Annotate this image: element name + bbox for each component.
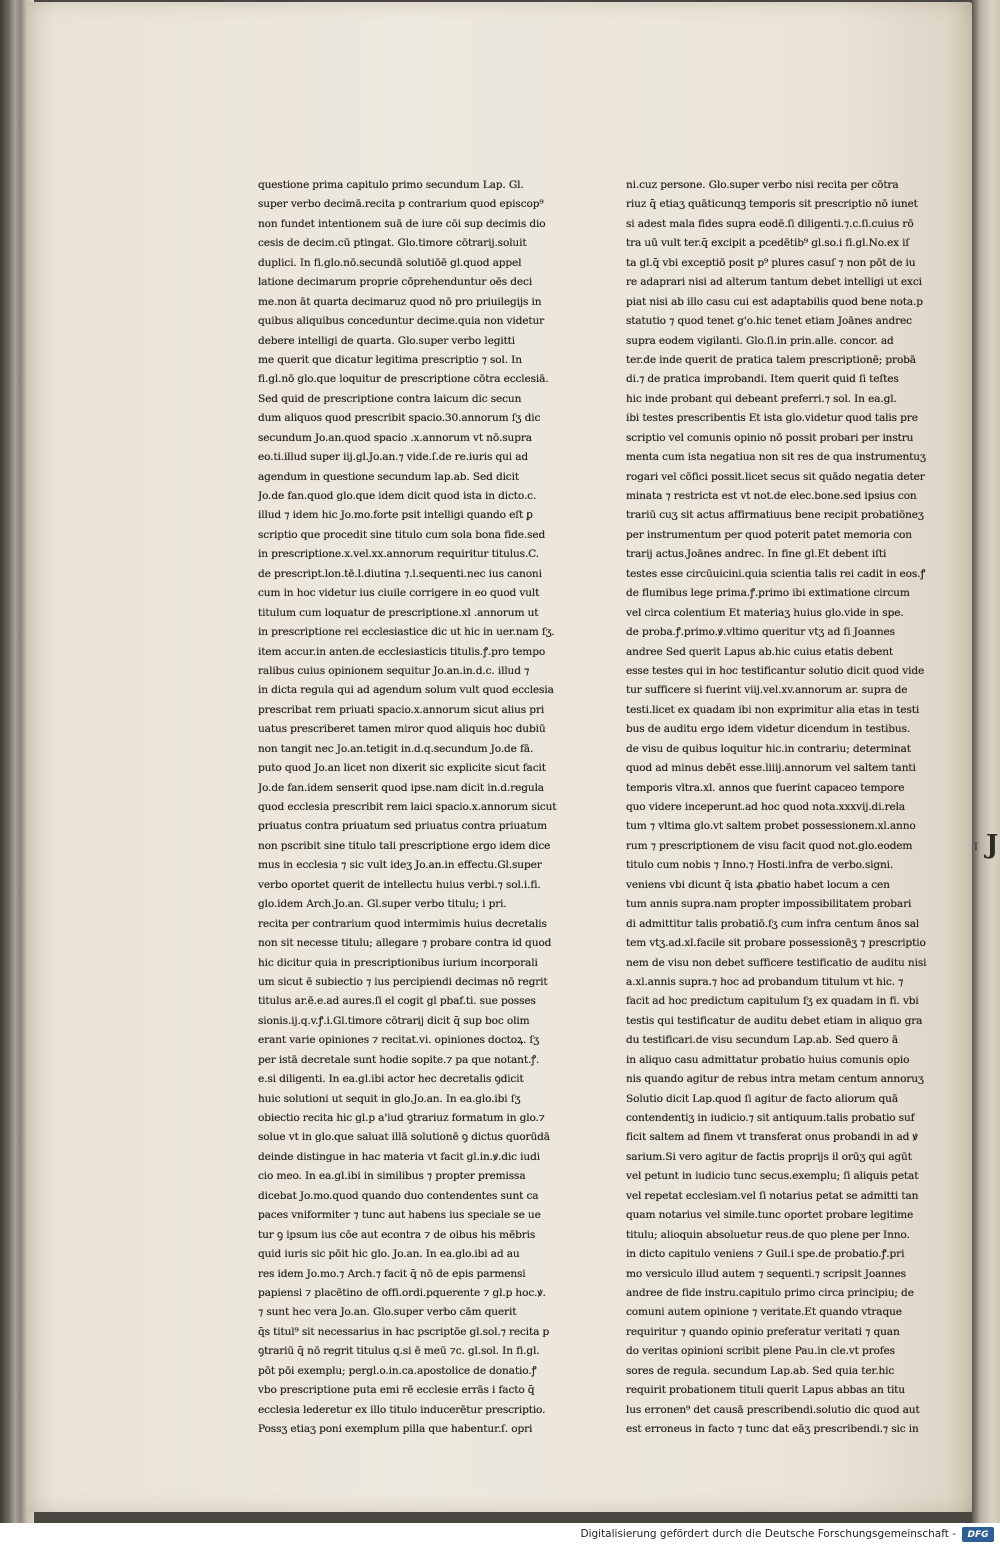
text-line: rum ⁊ prescriptionem de visu facit quod not.glo.eodem [626, 839, 913, 852]
text-line: erant varie opiniones ⁊ recitat.vi. opiniones doctoꝝ. ſʒ [258, 1034, 540, 1047]
text-line: e.si diligenti. In ea.gl.ibi actor hec decretalis ꝯdicit [258, 1073, 524, 1086]
text-line: contendentiʒ in iudicio.⁊ sit antiquum.talis probatio suf [626, 1112, 915, 1124]
text-line: vel petunt in iudicio tunc secus.exemplu; ſi aliquis petat [626, 1170, 919, 1183]
text-line: vel circa colentium Et materiaʒ huius glo.vide in spe. [626, 606, 904, 619]
text-line: ibi testes prescribentis Et ista glo.videtur quod talis pre [626, 412, 918, 425]
text-line: sionis.ij.q.v.ꝭ.i.Gl.timore cōtrarij dicit q̄ sup boc olim [258, 1014, 530, 1027]
text-line: tum annis supra.nam propter impossibilitatem probari [626, 898, 912, 911]
text-line: in dicto capitulo veniens ⁊ Guil.i spe.de probatio.ꝭ.pri [626, 1248, 905, 1261]
text-line: paces vniformiter ⁊ tunc aut habens ius speciale se ue [258, 1209, 541, 1222]
text-line: hic dicitur quia in prescriptionibus iurium incorporali [258, 956, 538, 969]
text-line: cesis de decim.cū ptingat. Glo.timore cōtrarij.soluit [258, 237, 527, 250]
text-line: temporis vltra.xl. annos que fuerint capaceo tempore [626, 781, 905, 794]
text-line: testes esse circūuicini.quia scientia talis rei cadit in eos.ꝭ [626, 567, 926, 580]
text-line: tra uū vult ter.q̄ excipit a pcedētib⁹ gl.so.i fi.gl.No.ex iſ [626, 237, 910, 250]
text-line: veniens vbi dicunt q̄ ista ꝓbatio habet locum a cen [626, 878, 890, 891]
text-line: sores de regula. secundum Lap.ab. Sed quia ter.hic [626, 1364, 895, 1377]
text-line: res idem Jo.mo.⁊ Arch.⁊ facit q̄ nō de epis parmensi [258, 1267, 526, 1280]
text-line: mo versiculo illud autem ⁊ sequenti.⁊ scripsit Joannes [626, 1267, 906, 1280]
text-line: um sicut ē subiectio ⁊ ius percipiendi decimas nō regrit [258, 975, 548, 988]
text-line: de visu de quibus loquitur hic.in contrariu; determinat [626, 742, 911, 755]
text-line: di admittitur talis probatiō.ſʒ cum infra centum ānos sal [626, 917, 920, 930]
text-line: debere intelligi de quarta. Glo.super verbo legitti [258, 334, 516, 347]
text-line: eo.ti.illud super iij.gl.Jo.an.⁊ vide.ſ.de re.iuris qui ad [258, 451, 529, 464]
text-line: dicebat Jo.mo.quod quando duo contendentes sunt ca [258, 1189, 539, 1202]
text-line: ecclesia lederetur ex illo titulo inducerētur prescriptio. [258, 1403, 546, 1416]
text-line: sarium.Si vero agitur de factis proprijs il orūʒ qui agūt [626, 1150, 912, 1163]
digitization-footer [0, 1523, 1000, 1547]
text-line: si adest mala fides supra eodē.ſi diligenti.⁊.c.ſi.cuius rō [626, 217, 914, 230]
text-line: vbo prescriptione puta emi rē ecclesie errās i facto q̄ [258, 1384, 535, 1397]
text-line: titulu; alioquin absoluetur reus.de quo plene per Inno. [626, 1228, 910, 1241]
text-line: obiectio recita hic gl.p a'iud ꝯtrariuz formatum in glo.⁊ [258, 1112, 545, 1124]
text-line: agendum in questione secundum lap.ab. Sed dicit [258, 470, 519, 483]
text-line: titulo cum nobis ⁊ Inno.⁊ Hosti.infra de verbo.signi. [626, 859, 894, 872]
text-line: trariū cuʒ sit actus affirmatiuus bene recipit probatiōneʒ [626, 509, 924, 522]
funding-note: Digitalisierung gefördert durch die Deutsche Forschungsgemeinschaft - [580, 1528, 956, 1540]
text-line: vel repetat ecclesiam.vel ſi notarius petat se admitti tan [626, 1189, 919, 1202]
text-line: di.⁊ de pratica improbandi. Item querit quid ſi teſtes [626, 373, 899, 386]
text-line: ni.cuz persone. Glo.super verbo nisi recita per cōtra [626, 179, 899, 191]
text-line: ficit saltem ad finem vt transferat onus probandi in ad ꝟ [626, 1131, 918, 1144]
text-line: titulum cum loquatur de prescriptione.xl .annorum ut [258, 606, 539, 619]
text-line: lus erronen⁹ det causā prescribendi.solutio dic quod aut [626, 1403, 920, 1416]
text-line: quibus aliquibus conceduntur decime.quia non videtur [258, 315, 545, 328]
text-line: titulus ar.ē.e.ad aures.ſi el cogit gl pbaf.ti. sue posses [258, 995, 536, 1008]
text-line: item accur.in anten.de ecclesiasticis titulis.ꝭ.pro tempo [258, 645, 546, 658]
text-line: tur sufficere si fuerint viij.vel.xv.annorum ar. supra de [626, 684, 908, 697]
text-line: quod ad minus debēt esse.liiij.annorum vel saltem tanti [626, 762, 916, 775]
facing-page-initial: J [986, 830, 999, 860]
text-line: solue vt in glo.que saluat illā solutionē ꝯ dictus quorūdā [258, 1131, 550, 1144]
text-line: de prescript.lon.tē.l.diutina ⁊.l.sequenti.nec ius canoni [258, 567, 542, 580]
text-line: andree Sed querit Lapus ab.hic cuius etatis debent [626, 645, 893, 658]
text-line: verbo oportet querit de intellectu huius verbi.⁊ sol.i.fi. [258, 878, 541, 891]
text-line: est erroneus in facto ⁊ tunc dat eāʒ prescribendi.⁊ sic in [626, 1423, 919, 1435]
text-line: in dicta regula qui ad agendum solum vult quod ecclesia [258, 684, 554, 697]
text-line: non pscribit sine titulo tali prescriptione ergo idem dice [258, 839, 551, 852]
text-line: in prescriptione rei ecclesiastice dic ut hic in uer.nam ſʒ. [258, 626, 555, 639]
text-line: testis qui testificatur de auditu debet etiam in aliquo gra [626, 1014, 923, 1027]
text-line: nis quando agitur de rebus intra metam centum annoruʒ [626, 1073, 924, 1086]
text-line: quam notarius vel simile.tunc oportet probare legitime [626, 1209, 914, 1222]
text-line: requiritur ⁊ quando opinio preferatur veritati ⁊ quan [626, 1325, 900, 1338]
dfg-logo-text: DFG [967, 1529, 989, 1540]
text-line: uatus prescriberet tamen miror quod aliquis hoc dubiū [258, 723, 546, 736]
text-line: do veritas opinioni scribit plene Pau.in cle.vt profes [626, 1345, 895, 1358]
text-line: recita per contrarium quod intermimis huius decretalis [258, 917, 547, 930]
text-line: riuz q̄ etiaʒ quāticunqꝫ temporis sit prescriptio nō iunet [626, 198, 918, 211]
text-line: fi.gl.nō glo.que loquitur de prescriptione cōtra ecclesiā. [258, 373, 549, 386]
text-line: me.non āt quarta decimaruz quod nō pro priuilegijs in [258, 295, 542, 308]
text-line: non tangit nec Jo.an.tetigit in.d.q.secundum Jo.de fā. [258, 742, 534, 755]
text-line: supra eodem vigilanti. Glo.ſi.in prin.alle. concor. ad [626, 334, 894, 347]
text-line: de proba.ꝭ.primo.ꝟ.vltimo queritur vtʒ ad ſi Joannes [626, 626, 895, 639]
text-line: statutio ⁊ quod tenet g'o.hic tenet etiam Joānes andrec [626, 315, 912, 328]
text-line: non sit necesse titulu; allegare ⁊ probare contra id quod [258, 937, 552, 950]
text-line: comuni autem opinione ⁊ veritate.Et quando vtraque [626, 1306, 902, 1319]
text-line: latione decimarum proprie cōprehenduntur oēs deci [258, 276, 533, 289]
text-line: papiensi ⁊ placētino de offi.ordi.pquerente ⁊ gl.p hoc.ꝟ. [258, 1286, 546, 1299]
facing-page-edge [972, 0, 1000, 1523]
text-line: piat nisi ab illo casu cui est adaptabilis quod bene nota.p [626, 295, 923, 308]
text-line: Jo.de fan.idem senserit quod ipse.nam dicit in.d.regula [258, 781, 544, 794]
text-line: cio meo. In ea.gl.ibi in similibus ⁊ propter premissa [258, 1170, 526, 1183]
text-line: facit ad hoc predictum capitulum ſʒ ex quadam in fi. vbi [626, 995, 919, 1008]
text-line: cum in hoc videtur ius ciuile corrigere in eo quod vult [258, 587, 540, 600]
text-line: Solutio dicit Lap.quod ſi agitur de facto aliorum quā [626, 1092, 898, 1105]
text-line: quo videre inceperunt.ad hoc quod nota.xxxvij.di.rela [626, 801, 906, 813]
text-line: secundum Jo.an.quod spacio .x.annorum vt nō.supra [258, 431, 532, 444]
text-line: in aliquo casu admittatur probatio huius comunis opio [626, 1053, 910, 1066]
text-line: de flumibus lege prima.ꝭ.primo ibi extimatione circum [626, 587, 910, 600]
text-line: testi.licet ex quadam ibi non exprimitur alia etas in testi [626, 703, 920, 716]
dfg-logo [962, 1527, 994, 1542]
text-line: a.xl.annis supra.⁊ hoc ad probandum titulum vt hic. ⁊ [626, 975, 904, 988]
text-line: du testificari.de visu secundum Lap.ab. Sed quero ā [626, 1034, 899, 1047]
text-line: menta cum ista negatiua non sit res de qua instrumentuʒ [626, 451, 926, 464]
text-line: glo.idem Arch.Jo.an. Gl.super verbo titulu; i pri. [258, 898, 507, 911]
text-line: puto quod Jo.an licet non dixerit sic explicite sicut facit [258, 762, 546, 775]
text-line: me querit que dicatur legitima prescriptio ⁊ sol. In [258, 353, 522, 366]
text-line: andree de fide instru.capitulo primo circa principiu; de [626, 1286, 914, 1299]
text-line: ta gl.q̄ vbi exceptiō posit p⁹ plures casuſ ⁊ non pōt de iu [626, 256, 916, 269]
text-line: bus de auditu ergo idem videtur dicendum in testibus. [626, 723, 911, 736]
text-line: per instrumentum per quod poterit patet memoria con [626, 528, 912, 541]
text-line: ꝯtrariū q̄ nō regrit titulus q.si ē meū ⁊c. gl.sol. In fi.gl. [258, 1345, 540, 1358]
text-line: requirit probationem tituli querit Lapus abbas an titu [626, 1384, 905, 1397]
text-line: non fundet intentionem suā de iure cōi sup decimis dio [258, 217, 546, 230]
text-column-right [626, 176, 938, 1439]
text-line: hic inde probant qui debeant preferri.⁊ sol. In ea.gl. [626, 392, 897, 405]
text-line: trarij actus.Joānes andrec. In fine gl.Et debent iſti [626, 548, 887, 561]
text-line: in prescriptione.x.vel.xx.annorum requiritur titulus.C. [258, 548, 539, 561]
text-line: mus in ecclesia ⁊ sic vult ideʒ Jo.an.in effectu.Gl.super [258, 859, 542, 872]
text-line: q̄s titul⁹ sit necessarius in hac pscriptōe gl.sol.⁊ recita p [258, 1325, 550, 1338]
text-line: prescribat rem priuati spacio.x.annorum sicut alius pri [258, 703, 545, 716]
text-line: ter.de inde querit de pratica talem prescriptionē; probā [626, 353, 916, 366]
text-line: dum aliquos quod prescribit spacio.30.annorum ſʒ dic [258, 412, 541, 425]
text-line: ⁊ sunt hec vera Jo.an. Glo.super verbo cām querit [258, 1306, 517, 1319]
text-line: rogari vel cōfici possit.licet secus sit quādo negatia deter [626, 470, 925, 483]
text-line: pōt pōi exemplu; pergl.o.in.ca.apostolice de donatio.ꝭ [258, 1364, 537, 1377]
text-line: nem de visu non debet sufficere testificatio de auditu nisi [626, 956, 927, 969]
text-line: priuatus contra priuatum sed priuatus contra priuatum [258, 820, 548, 833]
text-line: ralibus cuius opinionem sequitur Jo.an.in.d.c. illud ⁊ [258, 664, 530, 677]
text-line: super verbo decimā.recita p contrarium quod episcop⁹ [258, 198, 544, 211]
text-line: questione prima capitulo primo secundum Lap. Gl. [258, 179, 524, 191]
text-line: scriptio vel comunis opinio nō possit probari per instru [626, 431, 914, 444]
text-line: Jo.de fan.quod glo.que idem dicit quod ista in dicto.c. [258, 490, 537, 502]
text-line: tur ꝯ ipsum ius cōe aut econtra ⁊ de oibus his mēbris [258, 1228, 536, 1241]
text-line: duplici. In fi.glo.nō.secundā solutiōē gl.quod appel [258, 256, 522, 269]
text-line: tem vtʒ.ad.xl.facile sit probare possessionēʒ ⁊ prescriptio [626, 937, 926, 950]
text-line: quod ecclesia prescribit rem laici spacio.x.annorum sicut [258, 801, 557, 813]
text-line: Possʒ etiaʒ poni exemplum pilla que habentur.ſ. opri [258, 1423, 533, 1435]
text-line: illud ⁊ idem hic Jo.mo.forte psit intelligi quando eſt ꝑ [258, 509, 533, 522]
text-line: huic solutioni ut sequit in glo.Jo.an. In ea.glo.ibi ſʒ [258, 1092, 521, 1105]
text-line: Sed quid de prescriptione contra laicum dic secun [258, 392, 522, 405]
text-line: deinde distingue in hac materia vt facit gl.in.ꝟ.dic iudi [258, 1150, 540, 1163]
text-line: quid iuris sic pōit hic glo. Jo.an. In ea.glo.ibi ad au [258, 1248, 520, 1261]
text-line: tum ⁊ vltima glo.vt saltem probet possessionem.xl.anno [626, 820, 916, 833]
facing-page-glyph: I [974, 842, 978, 853]
text-line: re adaprari nisi ad alterum tantum debet intelligi ut exci [626, 276, 922, 289]
text-line: per istā decretale sunt hodie sopite.⁊ pa que notant.ꝭ. [258, 1053, 540, 1066]
text-line: minata ⁊ restricta est vt not.de elec.bone.sed ipsius con [626, 490, 917, 502]
text-line: esse testes qui in hoc testificantur solutio dicit quod vide [626, 664, 925, 677]
text-column-left [258, 176, 570, 1439]
text-line: scriptio que procedit sine titulo cum sola bona fide.sed [258, 528, 546, 541]
